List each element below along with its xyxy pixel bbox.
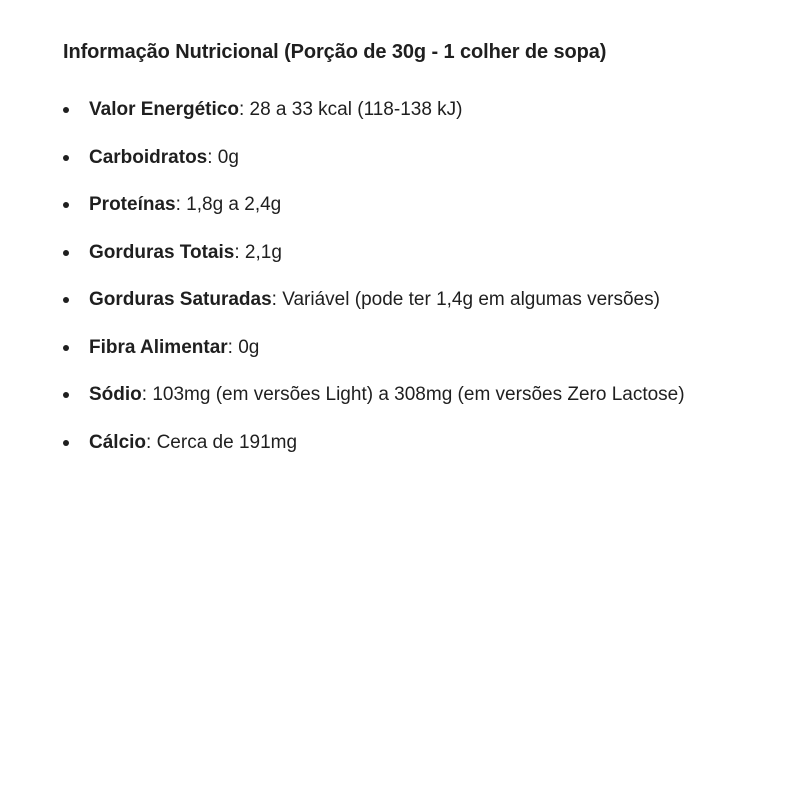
list-item-energy: [63, 95, 685, 143]
list-item-fiber: [63, 333, 685, 381]
nutrition-document: [63, 38, 783, 453]
item-label: Gorduras Saturadas: [89, 289, 272, 310]
item-value: : 103mg (em versões Light) a 308mg (em versões Zero Lactose): [141, 384, 685, 405]
item-value: : 1,8g a 2,4g: [175, 194, 282, 215]
list-item-proteins: [63, 190, 685, 238]
item-label: Cálcio: [89, 431, 147, 453]
item-value: : 0g: [207, 146, 239, 168]
item-value: : 0g: [227, 336, 260, 358]
item-value: : 28 a 33 kcal (118-138 kJ): [238, 99, 463, 120]
item-label: Fibra Alimentar: [89, 336, 228, 358]
item-label: Valor Energético: [89, 99, 239, 120]
page-title: Informação Nutricional (Porção de 30g - 1 colher de sopa): [63, 41, 607, 63]
bullet-icon: [63, 107, 69, 113]
list-item-saturated-fat: [63, 285, 685, 333]
item-value: : 2,1g: [234, 241, 282, 263]
nutrition-list: [63, 95, 685, 475]
bullet-icon: [63, 155, 69, 161]
list-item-calcium: [63, 428, 685, 476]
bullet-icon: [63, 297, 69, 303]
list-item-sodium: [63, 380, 685, 428]
list-item-carbohydrates: [63, 143, 685, 191]
item-value: : Variável (pode ter 1,4g em algumas versões): [271, 289, 660, 310]
item-label: Sódio: [89, 384, 142, 405]
bullet-icon: [63, 345, 69, 351]
bullet-icon: [63, 440, 69, 446]
list-item-total-fat: [63, 238, 685, 286]
item-value: : Cerca de 191mg: [146, 431, 298, 453]
bullet-icon: [63, 392, 69, 398]
bullet-icon: [63, 202, 69, 208]
item-label: Gorduras Totais: [89, 241, 235, 263]
item-label: Proteínas: [89, 194, 176, 215]
item-label: Carboidratos: [89, 146, 208, 168]
bullet-icon: [63, 250, 69, 256]
